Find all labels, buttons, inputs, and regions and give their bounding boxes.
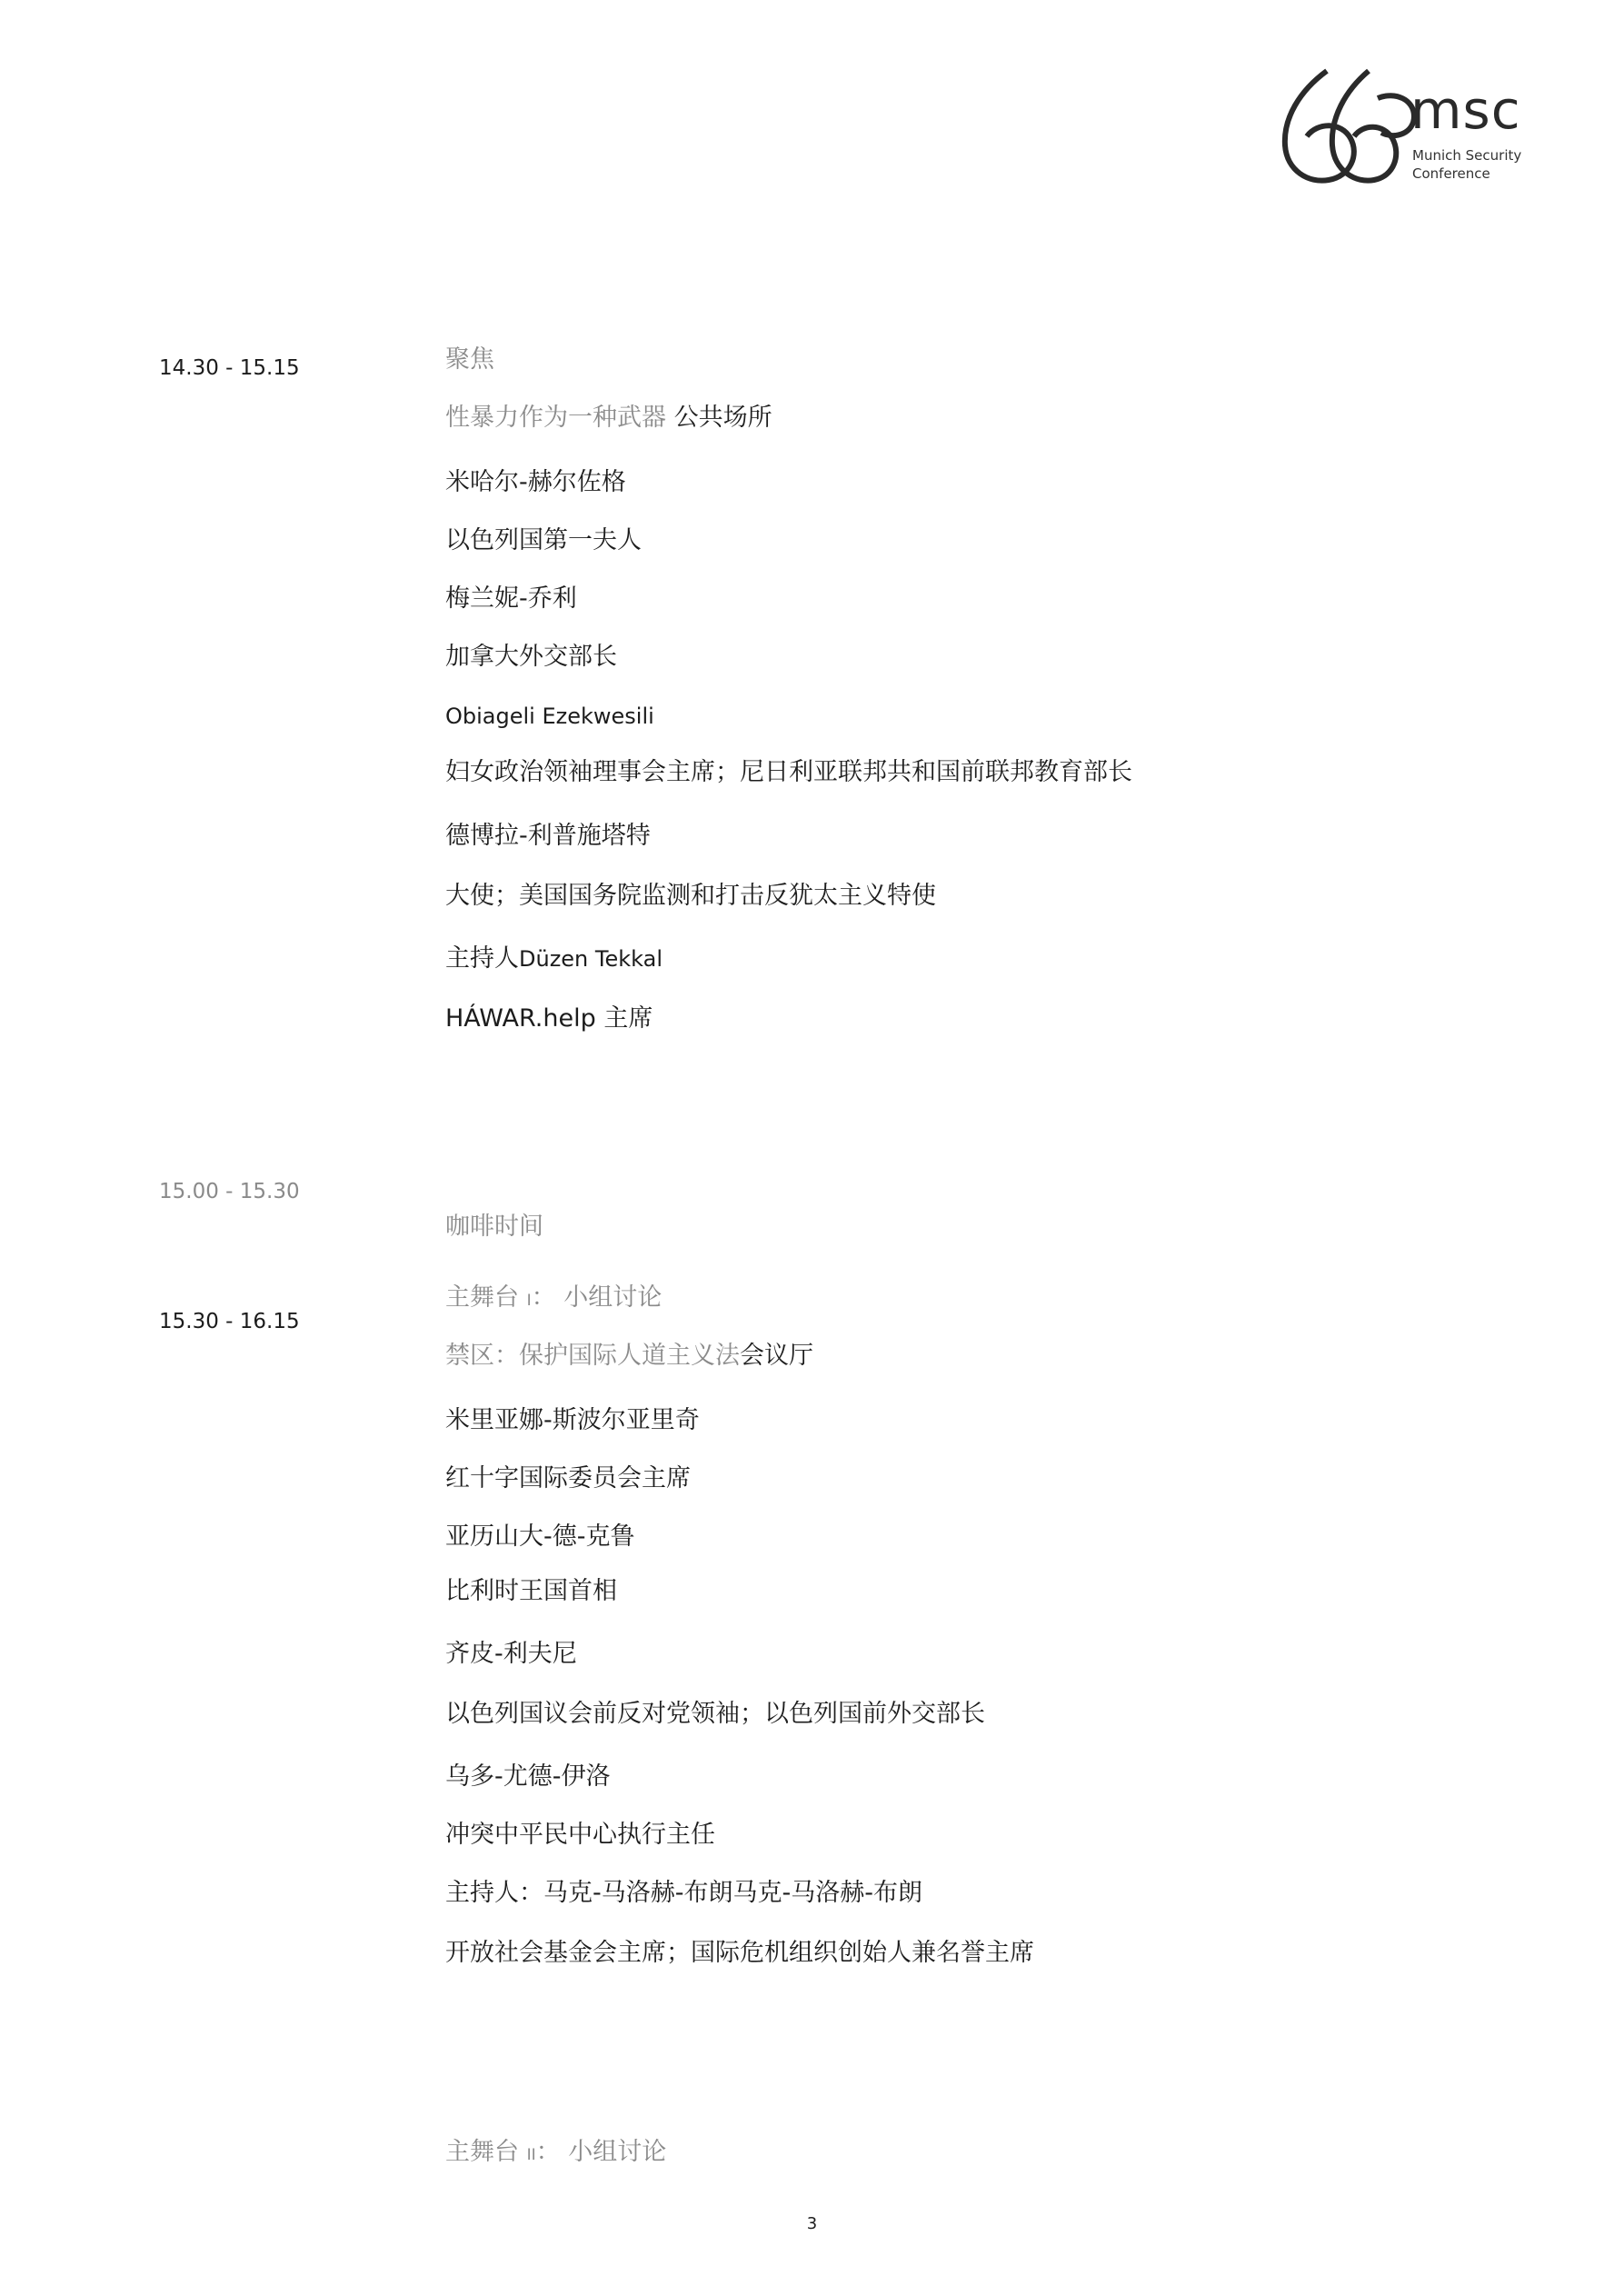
session-1-moderator — [445, 946, 663, 971]
session-2-category-prefix: 主舞台 — [445, 1283, 519, 1312]
session-2-moderator: 主持人：马克-马洛赫-布朗马克-马洛赫-布朗 — [445, 1879, 922, 1907]
session-2-category-suffix: ： 小组讨论 — [531, 1283, 663, 1312]
session-1-speaker-3-role: 妇女政治领袖理事会主席；尼日利亚联邦共和国前联邦教育部长 — [445, 758, 1132, 786]
session-1-speaker-1-name: 米哈尔-赫尔佐格 — [445, 468, 626, 496]
session-2-speaker-3-role: 以色列国议会前反对党领袖；以色列国前外交部长 — [445, 1700, 985, 1728]
session-1-speaker-4-name: 德博拉-利普施塔特 — [445, 822, 651, 850]
session-2-category — [445, 1285, 662, 1310]
logo-subtitle-line1: Munich Security — [1412, 147, 1522, 164]
session-1-speaker-2-name: 梅兰妮-乔利 — [445, 584, 577, 613]
session-2-speaker-1-role: 红十字国际委员会主席 — [445, 1464, 691, 1492]
session-2-speaker-4-role: 冲突中平民中心执行主任 — [445, 1821, 715, 1849]
session-2-title-main: 禁区：保护国际人道主义法 — [445, 1342, 740, 1370]
session-3-category-numeral: II — [526, 2146, 536, 2164]
coffee-break-title: 咖啡时间 — [445, 1213, 543, 1241]
page-number: 3 — [806, 2214, 818, 2233]
session-1-venue: 公共场所 — [673, 404, 772, 432]
session-1-moderator-name: Düzen Tekkal — [519, 946, 663, 972]
session-2-speaker-3-name: 齐皮-利夫尼 — [445, 1640, 577, 1668]
session-2-speaker-1-name: 米里亚娜-斯波尔亚里奇 — [445, 1406, 700, 1434]
logo-subtitle-line2: Conference — [1412, 165, 1490, 182]
session-1-speaker-4-role: 大使；美国国务院监测和打击反犹太主义特使 — [445, 882, 936, 910]
msc-66-logo-icon — [1272, 64, 1418, 191]
session-3-category-prefix: 主舞台 — [445, 2138, 519, 2166]
msc-logo — [1272, 64, 1545, 191]
session-1-speaker-3-name: Obiageli Ezekwesili — [445, 704, 654, 729]
session-2-speaker-2-name: 亚历山大-德-克鲁 — [445, 1522, 635, 1551]
session-1-moderator-role: HÁWAR.help 主席 — [445, 1004, 653, 1033]
session-1-speaker-1-role: 以色列国第一夫人 — [445, 526, 642, 554]
session-1-time: 14.30 - 15.15 — [159, 356, 300, 380]
session-1-title — [445, 405, 772, 430]
session-2-speaker-2-role: 比利时王国首相 — [445, 1577, 617, 1605]
session-2-category-numeral: I — [526, 1292, 532, 1310]
session-2-venue: 会议厅 — [740, 1342, 813, 1370]
session-1-title-main: 性暴力作为一种武器 — [445, 404, 666, 432]
session-2-moderator-role: 开放社会基金会主席；国际危机组织创始人兼名誉主席 — [445, 1939, 1034, 1967]
session-3-category — [445, 2140, 666, 2164]
session-1-category: 聚焦 — [445, 345, 494, 374]
session-3-category-suffix: ： 小组讨论 — [535, 2138, 667, 2166]
coffee-break-time: 15.00 - 15.30 — [159, 1180, 300, 1203]
logo-msc-text: msc — [1410, 79, 1521, 141]
session-2-title — [445, 1343, 813, 1368]
session-1-moderator-prefix: 主持人 — [445, 944, 519, 973]
session-2-time: 15.30 - 16.15 — [159, 1310, 300, 1333]
session-1-speaker-2-role: 加拿大外交部长 — [445, 643, 617, 671]
session-2-speaker-4-name: 乌多-尤德-伊洛 — [445, 1762, 611, 1791]
